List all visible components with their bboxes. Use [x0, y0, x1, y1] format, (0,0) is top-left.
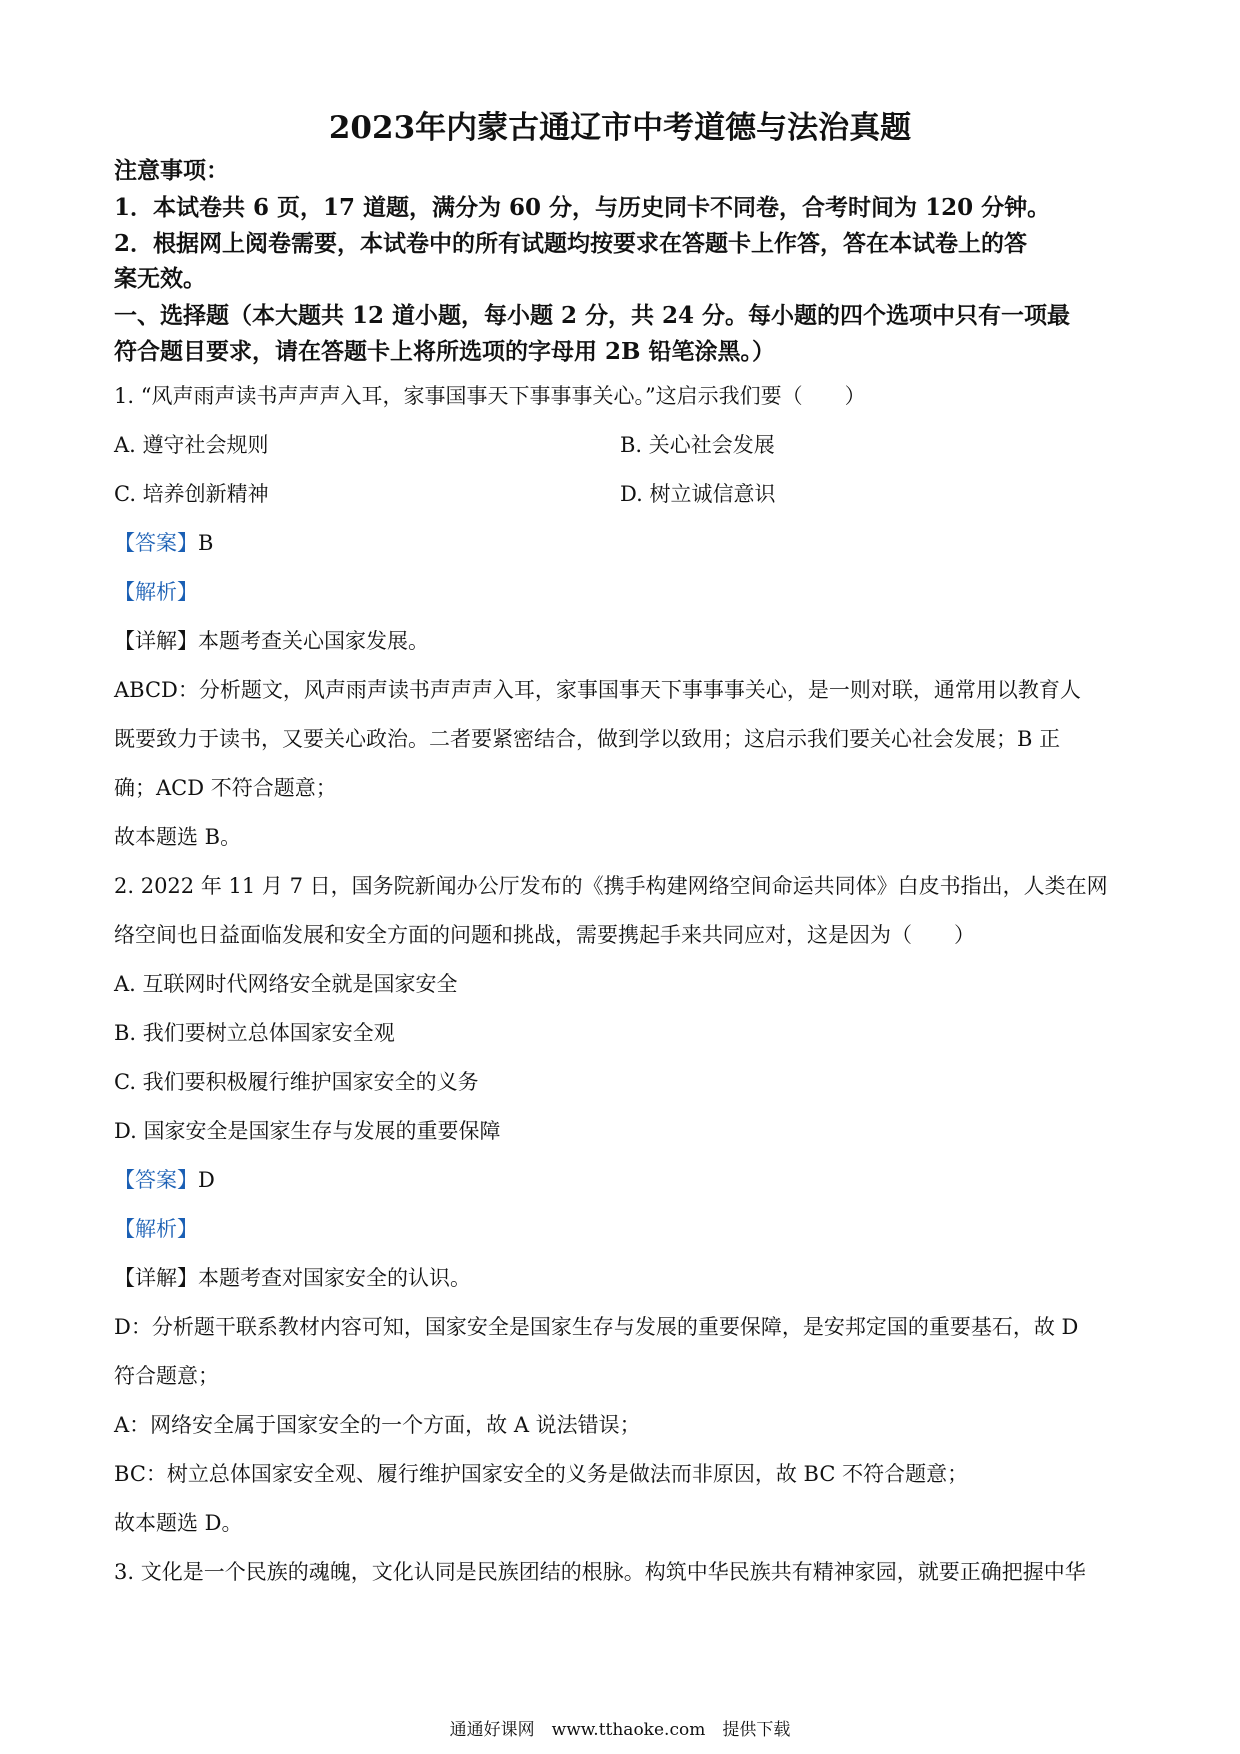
q1-option-b: B. 关心社会发展 — [620, 433, 775, 457]
q1-explanation-1: ABCD：分析题文，风声雨声读书声声声入耳，家事国事天下事事事关心，是一则对联，通常用以教育人 — [114, 678, 1081, 702]
q2-stem-2: 络空间也日益面临发展和安全方面的问题和挑战，需要携起手来共同应对，这是因为（ ） — [114, 923, 975, 947]
q3-stem-1: 3. 文化是一个民族的魂魄，文化认同是民族团结的根脉。构筑中华民族共有精神家园，就要正确把握中华 — [114, 1560, 1086, 1584]
q2-explanation-3: A：网络安全属于国家安全的一个方面，故 A 说法错误； — [114, 1413, 641, 1437]
q2-explanation-4: BC：树立总体国家安全观、履行维护国家安全的义务是做法而非原因，故 BC 不符合题意； — [114, 1462, 969, 1486]
q1-option-c: C. 培养创新精神 — [114, 482, 269, 506]
page-title: 2023年内蒙古通辽市中考道德与法治真题 — [328, 110, 912, 146]
q2-answer-value: D — [198, 1168, 215, 1192]
notice-item-2-line-1: 2．根据网上阅卷需要，本试卷中的所有试题均按要求在答题卡上作答，答在本试卷上的答 — [114, 230, 1028, 257]
q1-explanation-2: 既要致力于读书，又要关心政治。二者要紧密结合，做到学以致用；这启示我们要关心社会发展；B 正 — [114, 727, 1061, 751]
section-heading-line-1: 一、选择题（本大题共 12 道小题，每小题 2 分，共 24 分。每小题的四个选项中只有一项最 — [114, 302, 1071, 329]
q1-conclusion: 故本题选 B。 — [114, 825, 242, 849]
notice-heading: 注意事项： — [114, 157, 229, 184]
q2-option-a: A. 互联网时代网络安全就是国家安全 — [114, 972, 458, 996]
q2-explanation-1: D：分析题干联系教材内容可知，国家安全是国家生存与发展的重要保障，是安邦定国的重要基石，故 D — [114, 1315, 1079, 1339]
q2-answer-tag: 【答案】 — [114, 1168, 198, 1192]
q1-option-d: D. 树立诚信意识 — [620, 482, 776, 506]
q2-conclusion: 故本题选 D。 — [114, 1511, 243, 1535]
q2-option-c: C. 我们要积极履行维护国家安全的义务 — [114, 1070, 479, 1094]
q2-detail: 【详解】本题考查对国家安全的认识。 — [114, 1266, 471, 1290]
q2-answer — [114, 1165, 1134, 1195]
notice-item-1: 1．本试卷共 6 页，17 道题，满分为 60 分，与历史同卡不同卷，合考时间为 120 分钟。 — [114, 194, 1051, 221]
q1-answer-tag: 【答案】 — [114, 531, 198, 555]
page-footer: 通通好课网 www.tthaoke.com 提供下载 — [449, 1720, 791, 1740]
q2-option-d: D. 国家安全是国家生存与发展的重要保障 — [114, 1119, 501, 1143]
section-heading-line-2: 符合题目要求，请在答题卡上将所选项的字母用 2B 铅笔涂黑。） — [114, 338, 775, 365]
q1-explanation-3: 确；ACD 不符合题意； — [114, 776, 337, 800]
q2-stem-1: 2. 2022 年 11 月 7 日，国务院新闻办公厅发布的《携手构建网络空间命运共同体》白皮书指出，人类在网 — [114, 874, 1108, 898]
q2-analysis-tag: 【解析】 — [114, 1217, 198, 1241]
q1-answer — [114, 528, 1134, 558]
q2-explanation-2: 符合题意； — [114, 1364, 219, 1388]
q1-option-a: A. 遵守社会规则 — [114, 433, 269, 457]
q1-detail: 【详解】本题考查关心国家发展。 — [114, 629, 429, 653]
q1-answer-value: B — [198, 531, 214, 555]
q2-option-b: B. 我们要树立总体国家安全观 — [114, 1021, 395, 1045]
q1-analysis-tag: 【解析】 — [114, 580, 198, 604]
q1-stem: 1. “风声雨声读书声声声入耳，家事国事天下事事事关心。”这启示我们要（ ） — [114, 384, 866, 408]
notice-item-2-line-2: 案无效。 — [114, 265, 206, 292]
